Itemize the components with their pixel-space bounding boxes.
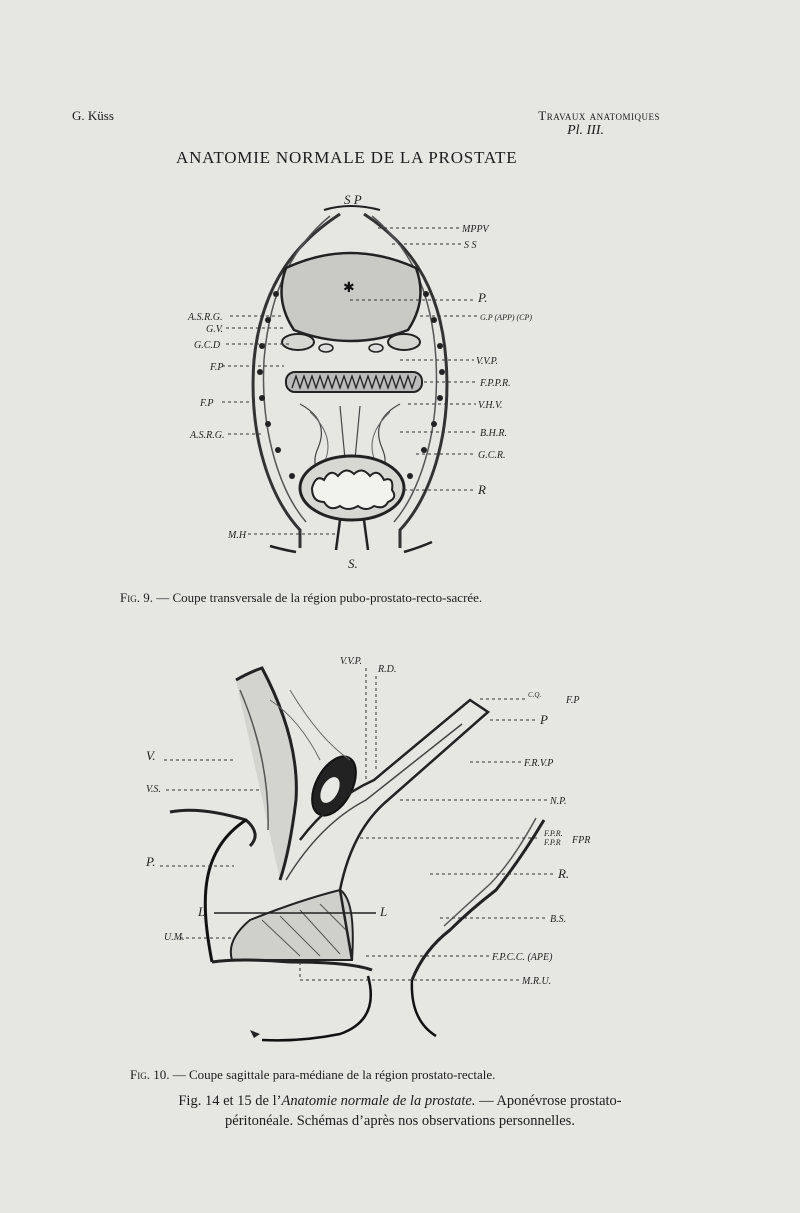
fig9-label-p: P. <box>478 290 488 305</box>
figure-10-caption-text: — Coupe sagittale para-médiane de la région prostato-rectale. <box>172 1067 496 1082</box>
fig9-label-asrg-top: A.S.R.G. <box>188 312 223 323</box>
figure-10-caption <box>130 1067 495 1083</box>
fig10-label-cc: C.Q. <box>528 691 542 699</box>
figure-9-caption <box>120 590 482 606</box>
fig10-label-frvp: F.R.V.P <box>524 758 554 769</box>
fig10-label-rd: R.D. <box>378 664 397 675</box>
fig10-label-fpr-top: F.P.R. <box>544 829 563 838</box>
fig9-label-gv: G.V. <box>206 324 224 335</box>
fig9-label-mh: M.H <box>228 530 247 541</box>
fig10-label-um: U.M. <box>164 932 185 943</box>
fig9-label-asrg-bottom: A.S.R.G. <box>190 430 225 441</box>
fig10-label-mru: M.R.U. <box>522 976 552 987</box>
figure-10-number: Fig. 10. <box>130 1067 170 1082</box>
fig9-label-s: S. <box>348 556 358 571</box>
fig10-label-np: N.P. <box>550 796 567 807</box>
fig9-label-sp: S P <box>344 192 362 207</box>
fig10-label-vs: V.S. <box>146 784 161 795</box>
plate-number: Pl. III. <box>567 123 604 138</box>
fig10-label-l-left: L <box>198 904 206 919</box>
fig9-label-fp: F.P <box>210 362 224 373</box>
fig10-label-fp: F.P <box>566 695 580 706</box>
fig10-label-bs: B.S. <box>550 914 567 925</box>
fig10-label-p-right: P <box>540 712 548 727</box>
fig9-label-gp: G.P (APP) (CP) <box>480 313 533 322</box>
svg-text:✱: ✱ <box>343 281 355 296</box>
fig10-label-fpcc: F.P.C.C. (APE) <box>492 952 553 963</box>
fig9-label-ss: S S <box>464 240 477 251</box>
fig9-label-gcd: G.C.D <box>194 340 221 351</box>
page-title: ANATOMIE NORMALE DE LA PROSTATE <box>176 148 518 167</box>
fig9-label-fppr: F.P.P.R. <box>480 378 511 389</box>
figure-9-number: Fig. 9. <box>120 590 153 605</box>
fig10-label-r: R. <box>558 866 570 881</box>
fig9-label-r: R <box>478 482 486 497</box>
fig9-label-vvp: V.V.P. <box>476 356 498 367</box>
fig9-label-mppv: MPPV <box>462 224 489 235</box>
series-title: Travaux anatomiques <box>538 108 660 123</box>
fig9-label-bhr: B.H.R. <box>480 428 507 439</box>
footnote-prefix: Fig. 14 et 15 de l’ <box>178 1093 282 1109</box>
fig10-label-v: V. <box>146 748 156 763</box>
figure-9-caption-text: — Coupe transversale de la région pubo-prostato-recto-sacrée. <box>156 590 483 605</box>
author-name: G. Küss <box>72 108 114 123</box>
fig10-label-p-left: P. <box>146 854 156 869</box>
footnote-line-2: péritonéale. Schémas d’après nos observations personnelles. <box>225 1113 575 1129</box>
fig10-label-fpr: FPR <box>572 835 591 846</box>
footnote-line-1 <box>0 1093 800 1110</box>
fig10-label-l-right: L <box>380 904 388 919</box>
footnote-book-title: Anatomie normale de la prostate. <box>281 1093 476 1109</box>
fig9-label-vhv: V.H.V. <box>478 400 503 411</box>
fig10-label-fpr-mid: F.P.R <box>544 838 561 847</box>
fig10-label-vvp: V.V.P. <box>340 656 362 667</box>
fig9-label-gcr: G.C.R. <box>478 450 506 461</box>
footnote-suffix: — Aponévrose prostato- <box>475 1093 622 1109</box>
fig9-label-fp-cc: F.P <box>200 398 214 409</box>
